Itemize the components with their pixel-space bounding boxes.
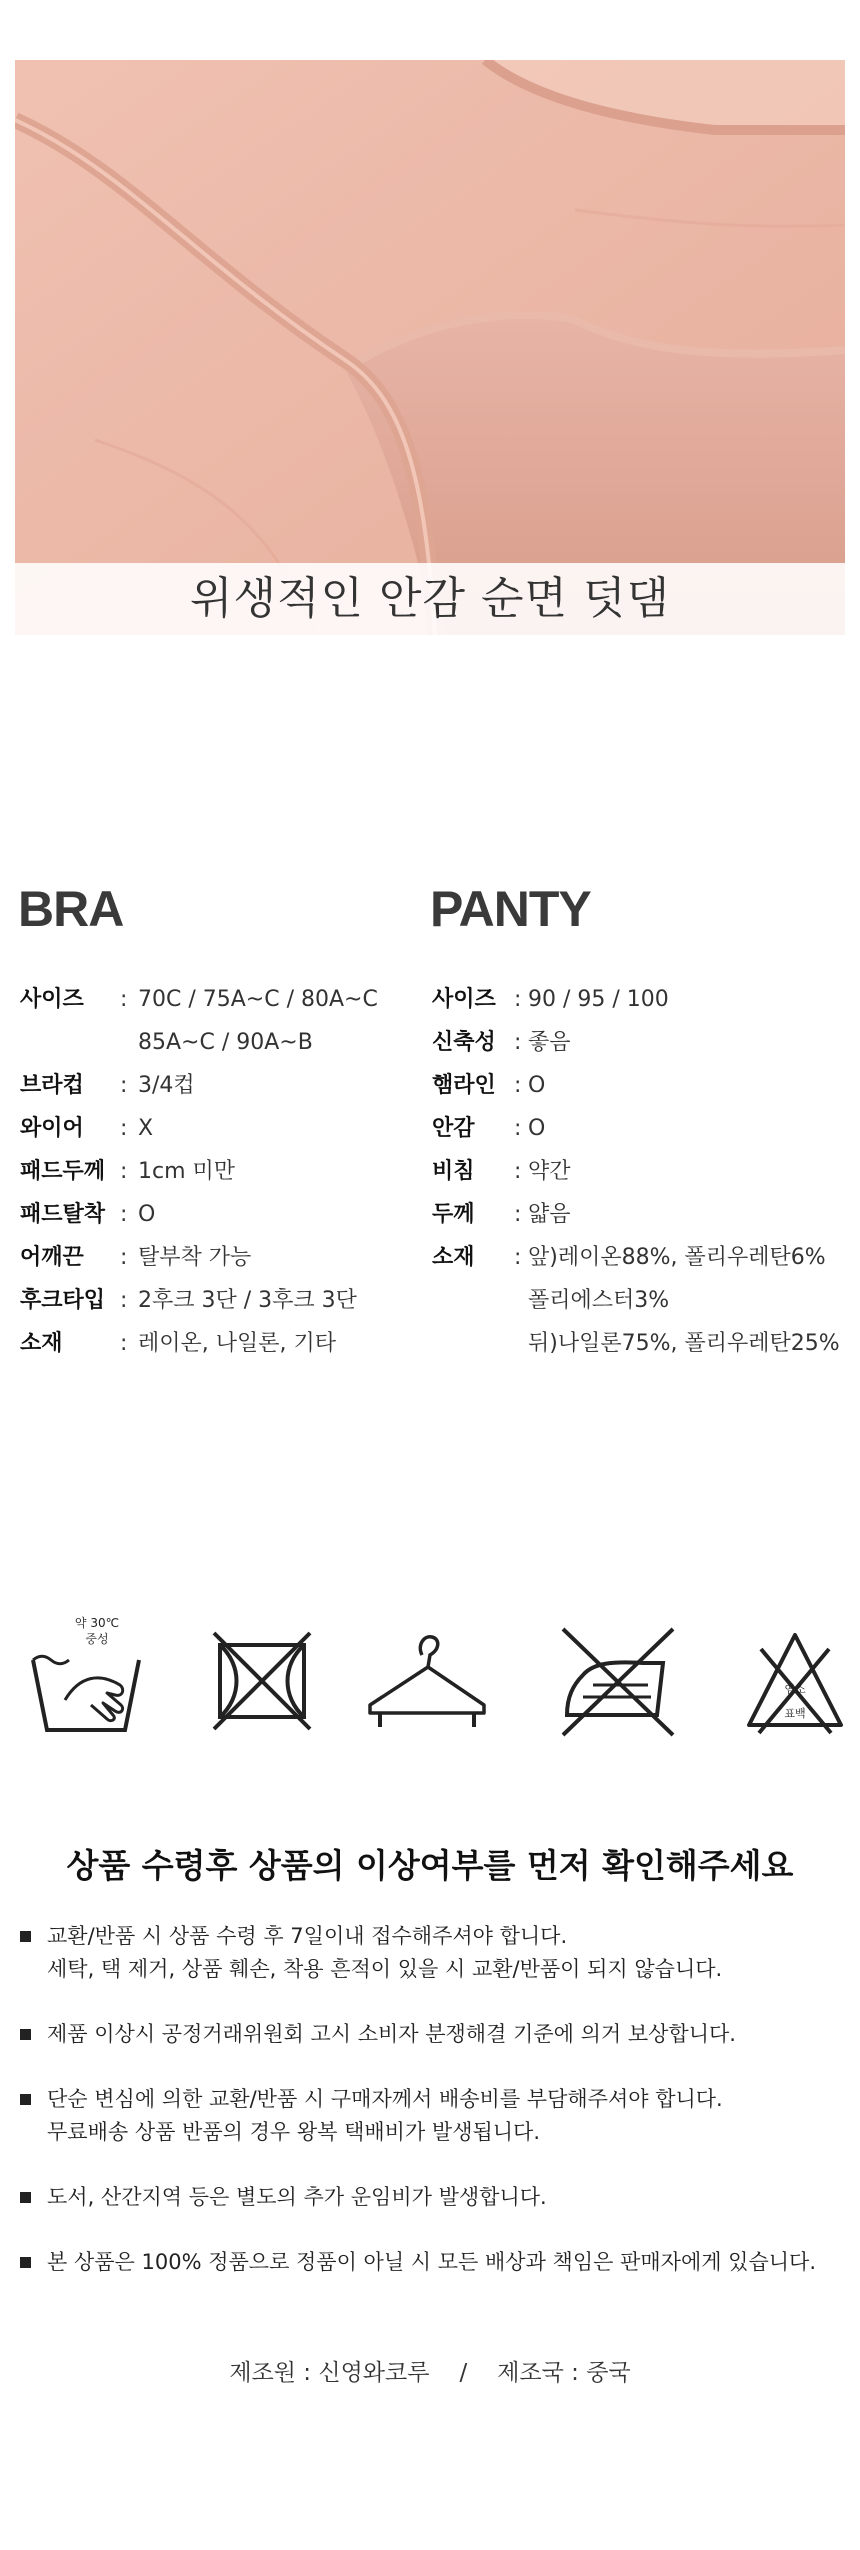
spec-value: 1cm 미만	[138, 1159, 236, 1184]
notice-line: 제품 이상시 공정거래위원회 고시 소비자 분쟁해결 기준에 의거 보상합니다.	[47, 2022, 736, 2046]
footer	[0, 2354, 860, 2387]
bra-spec-row	[20, 1193, 378, 1236]
notice-text	[47, 2181, 547, 2214]
spec-value: 레이온, 나일론, 기타	[138, 1331, 336, 1356]
spec-colon: :	[514, 1030, 522, 1055]
spec-value: X	[138, 1116, 154, 1141]
panty-spec-table	[432, 978, 840, 1365]
spec-key: 소재	[432, 1245, 475, 1270]
notice-line: 세탁, 택 제거, 상품 훼손, 착용 흔적이 있을 시 교환/반품이 되지 않습니다.	[47, 1957, 723, 1981]
spec-colon: :	[514, 1245, 522, 1270]
spec-key: 브라컵	[20, 1073, 84, 1098]
panty-spec-row	[432, 1279, 840, 1322]
spec-value: 좋음	[528, 1030, 571, 1055]
spec-key: 비침	[432, 1159, 475, 1184]
spec-colon: :	[514, 1202, 522, 1227]
notice-line: 단순 변심에 의한 교환/반품 시 구매자께서 배송비를 부담해주셔야 합니다.	[47, 2087, 723, 2111]
bra-spec-row	[20, 1279, 378, 1322]
notice-line: 본 상품은 100% 정품으로 정품이 아닐 시 모든 배상과 책임은 판매자에게 있습니다.	[47, 2250, 817, 2274]
spec-colon: :	[120, 1288, 128, 1313]
bullet-icon	[20, 2094, 31, 2105]
notice-line: 교환/반품 시 상품 수령 후 7일이내 접수해주셔야 합니다.	[47, 1924, 568, 1948]
spec-key: 패드탈착	[20, 1202, 106, 1227]
no-tumble-dry-icon	[212, 1605, 312, 1745]
spec-key: 후크타입	[20, 1288, 106, 1313]
spec-value: 85A~C / 90A~B	[138, 1030, 313, 1055]
spec-key: 사이즈	[20, 987, 84, 1012]
panty-fabric-illustration	[15, 60, 845, 635]
spec-key: 사이즈	[432, 987, 496, 1012]
notice-item	[20, 2181, 850, 2214]
bra-spec-row	[20, 1150, 378, 1193]
bra-spec-row	[20, 1236, 378, 1279]
panty-spec-row	[432, 1322, 840, 1365]
spec-colon: :	[120, 1245, 128, 1270]
panty-spec-row	[432, 978, 840, 1021]
spec-value: 폴리에스터3%	[528, 1288, 670, 1313]
panty-spec-row	[432, 1064, 840, 1107]
spec-colon: :	[514, 1116, 522, 1141]
hand-wash-detergent-label: 중성	[85, 1632, 109, 1646]
hand-wash-temp-label: 약 30℃	[74, 1616, 120, 1630]
bra-spec-row	[20, 1064, 378, 1107]
spec-key: 신축성	[432, 1030, 496, 1055]
no-bleach-icon	[745, 1605, 845, 1745]
photo-caption: 위생적인 안감 순면 덧댐	[15, 563, 845, 635]
spec-colon: :	[120, 1331, 128, 1356]
spec-colon: :	[514, 1073, 522, 1098]
hand-wash-icon	[25, 1605, 145, 1745]
spec-value: 탈부착 가능	[138, 1245, 252, 1270]
spec-key: 두께	[432, 1202, 475, 1227]
bra-spec-table	[20, 978, 378, 1365]
notice-item	[20, 2018, 850, 2051]
spec-value: 약간	[528, 1159, 571, 1184]
notice-line: 도서, 산간지역 등은 별도의 추가 운임비가 발생합니다.	[47, 2185, 547, 2209]
spec-value: 70C / 75A~C / 80A~C	[138, 987, 378, 1012]
spec-colon: :	[514, 987, 522, 1012]
spec-colon: :	[120, 1159, 128, 1184]
spec-key: 안감	[432, 1116, 475, 1141]
notice-item	[20, 2083, 850, 2149]
bra-spec-row	[20, 978, 378, 1021]
panty-spec-row	[432, 1021, 840, 1064]
spec-key: 소재	[20, 1331, 63, 1356]
bullet-icon	[20, 2029, 31, 2040]
notice-text	[47, 2083, 723, 2149]
notice-title: 상품 수령후 상품의 이상여부를 먼저 확인해주세요	[66, 1846, 794, 1885]
care-icons-row	[0, 1605, 860, 1745]
spec-value: 앞)레이온88%, 폴리우레탄6%	[528, 1245, 826, 1270]
panty-spec-row	[432, 1107, 840, 1150]
origin-text: 제조국 : 중국	[497, 2360, 631, 2386]
product-photo	[15, 60, 845, 635]
bullet-icon	[20, 2192, 31, 2203]
notice-text	[47, 2018, 736, 2051]
notice-text	[47, 1920, 722, 1986]
spec-value: 뒤)나일론75%, 폴리우레탄25%	[528, 1331, 840, 1356]
bra-spec-row	[20, 1107, 378, 1150]
spec-key: 와이어	[20, 1116, 84, 1141]
spec-key: 햄라인	[432, 1073, 496, 1098]
bra-spec-row	[20, 1322, 378, 1365]
spec-value: O	[528, 1116, 546, 1141]
no-bleach-label-top: 염소	[784, 1683, 806, 1696]
spec-value: 3/4컵	[138, 1073, 195, 1098]
notice-line: 무료배송 상품 반품의 경우 왕복 택배비가 발생됩니다.	[47, 2120, 541, 2144]
bullet-icon	[20, 2257, 31, 2268]
spec-colon: :	[120, 1116, 128, 1141]
hang-dry-icon	[362, 1605, 492, 1745]
spec-colon: :	[514, 1159, 522, 1184]
panty-spec-row	[432, 1236, 840, 1279]
spec-key: 패드두께	[20, 1159, 106, 1184]
panty-spec-row	[432, 1150, 840, 1193]
notice-list	[20, 1920, 850, 2311]
notice-text	[47, 2246, 816, 2279]
bra-spec-row	[20, 1021, 378, 1064]
spec-key: 어깨끈	[20, 1245, 84, 1270]
no-iron-icon	[553, 1605, 683, 1745]
spec-colon: :	[120, 1202, 128, 1227]
notice-item	[20, 1920, 850, 1986]
bra-title: BRA	[18, 881, 124, 937]
notice-item	[20, 2246, 850, 2279]
bullet-icon	[20, 1931, 31, 1942]
spec-value: O	[138, 1202, 156, 1227]
spec-colon: :	[120, 987, 128, 1012]
panty-title: PANTY	[430, 881, 591, 937]
no-bleach-label-bottom: 표백	[784, 1707, 806, 1720]
panty-spec-row	[432, 1193, 840, 1236]
manufacturer-text: 제조원 : 신영와코루	[229, 2360, 430, 2386]
spec-value: 얇음	[528, 1202, 571, 1227]
spec-value: 2후크 3단 / 3후크 3단	[138, 1288, 357, 1313]
spec-value: 90 / 95 / 100	[528, 987, 669, 1012]
spec-value: O	[528, 1073, 546, 1098]
spec-colon: :	[120, 1073, 128, 1098]
footer-separator: /	[459, 2360, 468, 2386]
